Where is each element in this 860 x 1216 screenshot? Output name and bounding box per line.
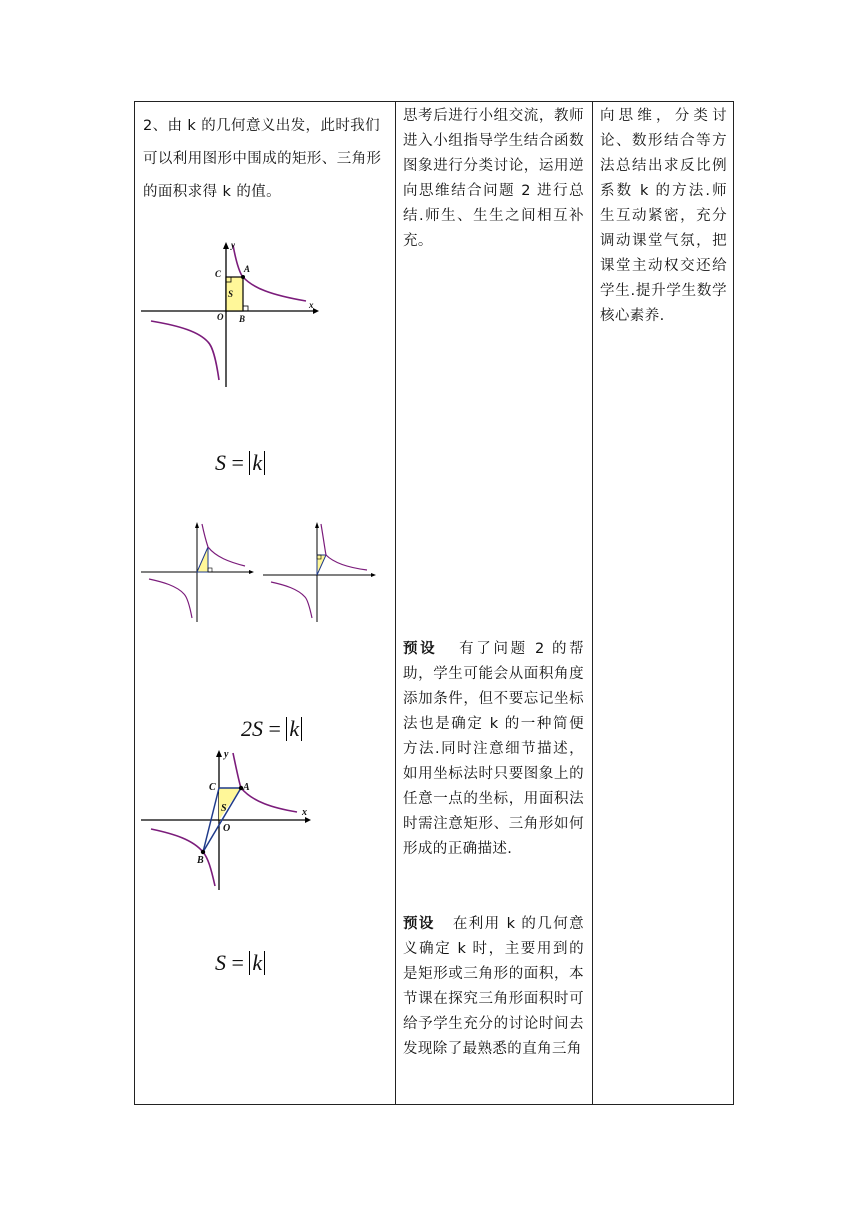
y-axis-label: y: [224, 749, 229, 760]
x-axis-label: x: [302, 807, 307, 818]
formula-s-equals-abs-k: [193, 424, 265, 502]
origin-label: O: [223, 823, 231, 834]
preset-block-2: [395, 912, 592, 1062]
formula-equals: =: [226, 950, 250, 975]
student-activity-column: [395, 102, 592, 254]
y-axis-label: y: [231, 240, 235, 250]
design-intent-text: 向思维，分类讨论、数形结合等方法总结出求反比例系数 k 的方法.师生互动紧密，充分调动课堂气氛，把课堂主动权交还给学生.提升学生数学核心素养.: [600, 108, 727, 324]
origin-label: O: [217, 312, 224, 322]
formula-k: k: [252, 450, 263, 475]
x-axis-label: x: [309, 300, 314, 310]
design-intent-column: [592, 102, 735, 329]
preset-label: 预设: [403, 641, 438, 657]
point-b-label: B: [239, 314, 246, 324]
lesson-table: [134, 101, 734, 1105]
triangle-area-graph-left: [141, 522, 255, 622]
formula-lhs: S: [215, 450, 226, 475]
activity-column: [135, 102, 395, 209]
formula-equals: =: [263, 716, 287, 741]
area-s-label: S: [221, 803, 227, 814]
formula-equals: =: [226, 450, 250, 475]
point-c-label: C: [209, 782, 216, 793]
triangle-area-graph-right: [263, 522, 377, 622]
point-b-label: B: [197, 855, 204, 866]
preset-text: 在利用 k 的几何意义确定 k 时，主要用到的是矩形或三角形的面积，本节课在探究三角形面积时可给予学生充分的讨论时间去发现除了最熟悉的直角三角: [403, 916, 584, 1057]
point-a-label: A: [243, 782, 250, 793]
formula-lhs: 2S: [241, 716, 263, 741]
formula-k: k: [289, 716, 300, 741]
point-a-label: A: [244, 264, 251, 274]
preset-block-1: [395, 637, 592, 862]
preset-label: 预设: [403, 916, 435, 932]
group-discussion-text: 思考后进行小组交流，教师进入小组指导学生结合函数图象进行分类讨论，运用逆向思维结合问题 2 进行总结.师生、生生之间相互补充。: [403, 108, 584, 249]
formula-k: k: [252, 950, 263, 975]
area-s-label: S: [228, 289, 234, 299]
intro-text: 2、由 k 的几何意义出发，此时我们可以利用图形中围成的矩形、三角形的面积求得 k 的值。: [143, 118, 382, 200]
formula-s-equals-abs-k-2: [193, 924, 265, 1002]
rectangle-area-graph: [141, 242, 319, 387]
triangle-origin-graph: [141, 750, 311, 890]
point-c-label: C: [215, 269, 222, 279]
formula-lhs: S: [215, 950, 226, 975]
preset-text: 有了问题 2 的帮助，学生可能会从面积角度添加条件，但不要忘记坐标法也是确定 k 的一种简便方法.同时注意细节描述，如用坐标法时只要图象上的任意一点的坐标，用面积法时需注意矩形、三角形如何形成的正确描述.: [403, 641, 584, 857]
